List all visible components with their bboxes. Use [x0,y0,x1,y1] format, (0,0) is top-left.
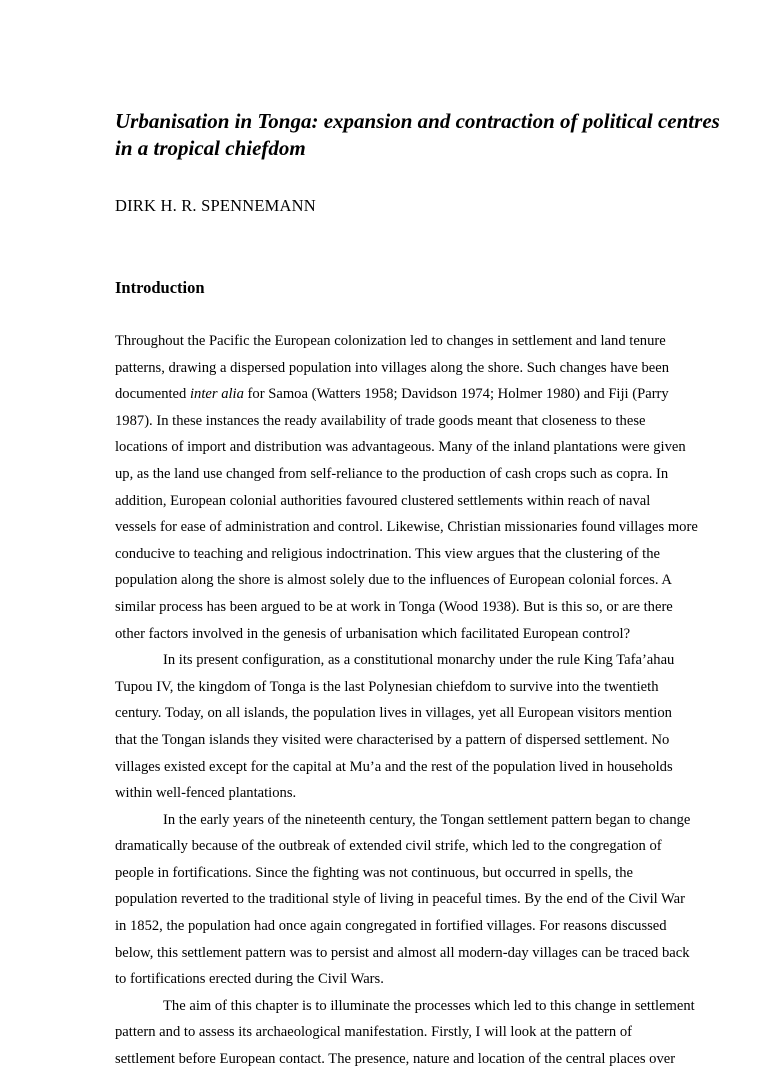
paragraph-line: vessels for ease of administration and control. Likewise, Christian missionaries found villages more [115,519,698,536]
paragraph-line: population along the shore is almost solely due to the influences of European colonial forces. A [115,572,672,589]
paragraph-line: villages existed except for the capital at Mu’a and the rest of the population lived in households [115,758,673,775]
paragraph-line: locations of import and distribution was advantageous. Many of the inland plantations were given [115,439,686,456]
body-paragraph [115,993,768,1073]
paragraph-line: that the Tongan islands they visited were characterised by a pattern of dispersed settlement. No [115,731,670,748]
paragraph-line: In its present configuration, as a constitutional monarchy under the rule King Tafa’ahau [163,652,675,669]
paragraph-line: similar process has been argued to be at work in Tonga (Wood 1938). But is this so, or are there [115,598,673,615]
paragraph-line: pattern and to assess its archaeological manifestation. Firstly, I will look at the pattern of [115,1024,632,1041]
paragraph-line: addition, European colonial authorities favoured clustered settlements within reach of naval [115,492,651,509]
paragraph-line: 1987). In these instances the ready availability of trade goods meant that closeness to these [115,412,646,429]
paragraph-line: patterns, drawing a dispersed population into villages along the shore. Such changes have been [115,359,670,376]
title-line: in a tropical chiefdom [115,136,306,160]
paragraph-line: to fortifications erected during the Civil Wars. [115,971,384,988]
paragraph-line: Tupou IV, the kingdom of Tonga is the last Polynesian chiefdom to survive into the twentieth [115,678,659,695]
paragraph-line: people in fortifications. Since the fighting was not continuous, but occurred in spells, the [115,864,633,881]
paragraph-line: settlement before European contact. The presence, nature and location of the central places over [115,1051,676,1068]
paragraph-line: conducive to teaching and religious indoctrination. This view argues that the clustering of the [115,545,660,562]
body-paragraph [115,807,768,993]
paragraph-line: other factors involved in the genesis of urbanisation which facilitated European control? [115,625,631,642]
paragraph-line: within well-fenced plantations. [115,785,297,802]
paragraph-line: in 1852, the population had once again congregated in fortified villages. For reasons discussed [115,918,667,935]
paragraph-line: century. Today, on all islands, the population lives in villages, yet all European visitors mention [115,705,672,722]
title-line: Urbanisation in Tonga: expansion and contraction of political centres [115,109,720,133]
body-paragraph [115,328,768,647]
paragraph-line: population reverted to the traditional style of living in peaceful times. By the end of the Civil War [115,891,686,908]
body-text [115,328,768,1073]
italic-term: inter alia [189,386,244,403]
author-name: DIRK H. R. SPENNEMANN [115,196,316,215]
paragraph-line: documented inter alia for Samoa (Watters 1958; Davidson 1974; Holmer 1980) and Fiji (Parry [115,386,669,403]
paragraph-line: dramatically because of the outbreak of extended civil strife, which led to the congregation of [115,838,662,855]
body-paragraph [115,647,768,807]
paragraph-line: The aim of this chapter is to illuminate the processes which led to this change in settlement [163,997,695,1014]
paragraph-line: In the early years of the nineteenth century, the Tongan settlement pattern began to change [163,811,691,828]
section-heading: Introduction [115,278,205,297]
document-title [115,108,755,162]
paragraph-line: below, this settlement pattern was to persist and almost all modern-day villages can be traced back [115,944,690,961]
paragraph-line: Throughout the Pacific the European colonization led to changes in settlement and land tenure [115,333,666,349]
paragraph-line: up, as the land use changed from self-reliance to the production of cash crops such as copra. In [115,465,669,482]
